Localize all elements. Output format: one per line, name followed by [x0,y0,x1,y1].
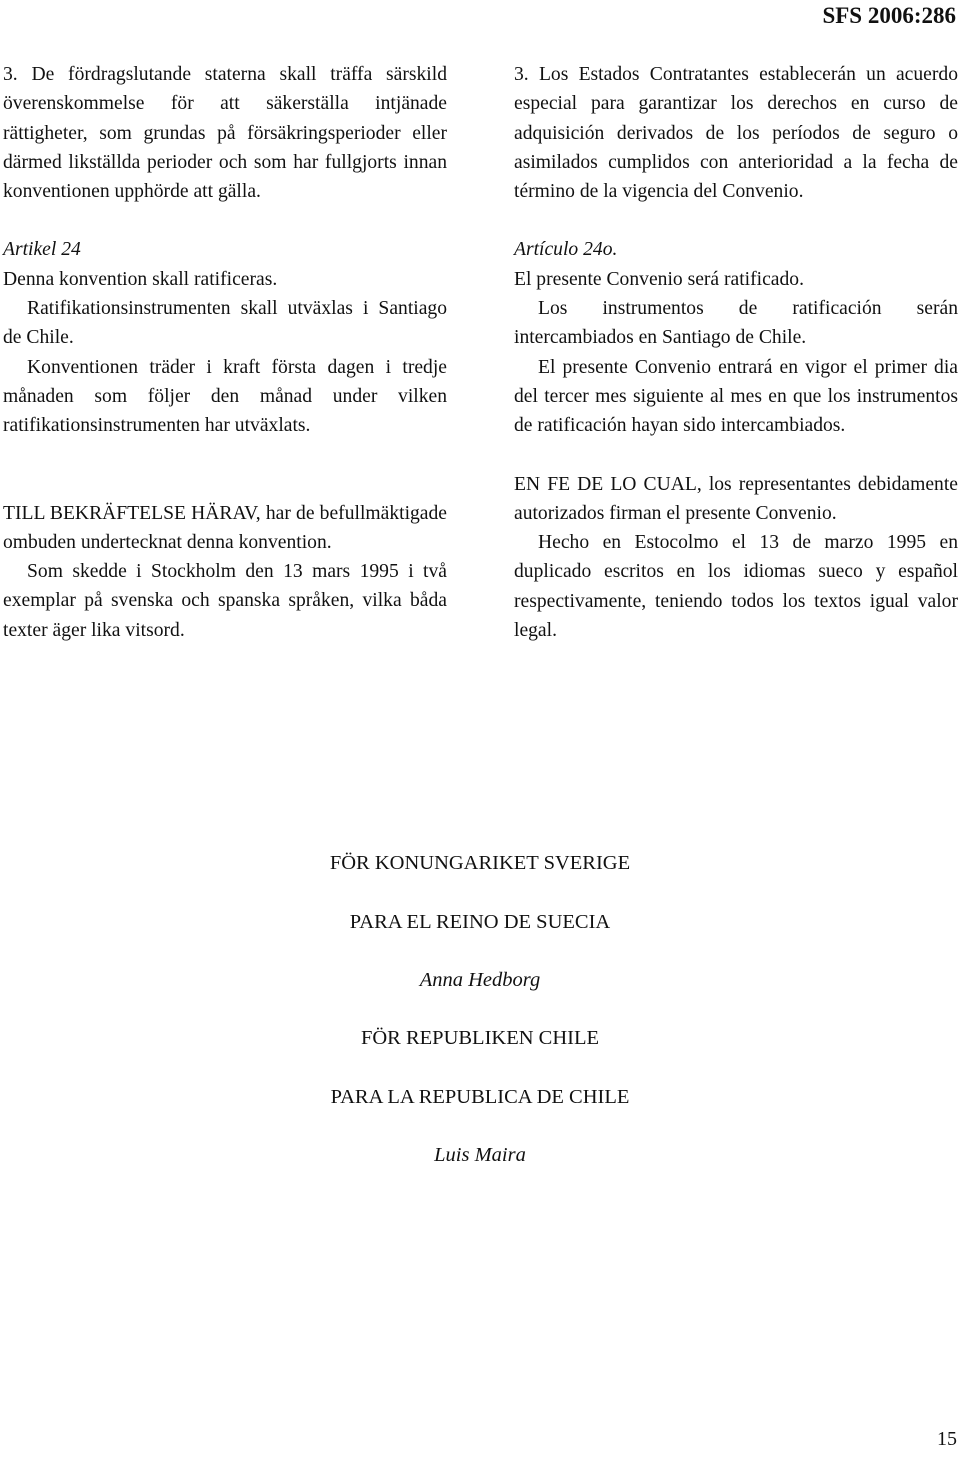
swedish-witness-clause: TILL BEKRÄFTELSE HÄRAV, har de befullmäktigade ombuden undertecknat denna konvention. [3,502,447,553]
signature-block [0,834,960,1184]
spanish-article-24-paragraph-3: El presente Convenio entrará en vigor el primer dia del tercer mes siguiente al mes en que los instrumentos de ratificación hayan sido intercambiados. [514,356,958,437]
swedish-done-at-clause: Som skedde i Stockholm den 13 mars 1995 i två exemplar på svenska och spanska språken, vilka båda texter äger lika vitsord. [3,561,447,641]
chile-heading-spanish: PARA LA REPUBLICA DE CHILE [330,1085,630,1108]
chile-signatory: Luis Maira [434,1144,526,1167]
chile-heading-swedish: FÖR REPUBLIKEN CHILE [360,1027,600,1050]
spanish-column [514,60,958,645]
sfs-reference: SFS 2006:286 [822,3,956,28]
sweden-heading-spanish: PARA EL REINO DE SUECIA [349,910,611,933]
page-number: 15 [937,1428,957,1450]
sweden-signatory: Anna Hedborg [419,968,541,991]
spanish-paragraph-3: 3. Los Estados Contratantes establecerán un acuerdo especial para garantizar los derechos en curso de adquisición derivados de los períodos de seguro o asimilados cumplidos con anterioridad a la fecha de término de la vigencia del Convenio. [514,64,958,203]
spanish-article-24-paragraph-2: Los instrumentos de ratificación serán intercambiados en Santiago de Chile. [514,298,958,349]
swedish-article-24-paragraph-2: Ratifikationsinstrumenten skall utväxlas i Santiago de Chile. [3,298,447,349]
swedish-paragraph-3: 3. De fördragslutande staterna skall träffa särskild överenskommelse för att säkerställa intjänade rättigheter, som grundas på försäkringsperioder eller därmed likställda perioder och som har fullgjorts innan konventionen upphörde att gälla. [3,64,447,203]
swedish-article-24-paragraph-1: Denna konvention skall ratificeras. [3,268,278,290]
spanish-done-at-clause: Hecho en Estocolmo el 13 de marzo 1995 en duplicado escritos en los idiomas sueco y español respectivamente, teniendo todos los textos igual valor legal. [514,532,958,642]
spanish-witness-clause: EN FE DE LO CUAL, los representantes debidamente autorizados firman el presente Convenio. [514,473,958,524]
spanish-article-title: Artículo 24o. [514,239,618,261]
swedish-column [3,60,447,645]
sweden-heading-swedish: FÖR KONUNGARIKET SVERIGE [329,852,631,875]
swedish-article-24-paragraph-3: Konventionen träder i kraft första dagen i tredje månaden som följer den månad under vilken ratifikationsinstrumenten har utväxlats. [3,356,447,437]
spanish-article-24-paragraph-1: El presente Convenio será ratificado. [514,268,804,290]
swedish-article-title: Artikel 24 [3,239,81,261]
